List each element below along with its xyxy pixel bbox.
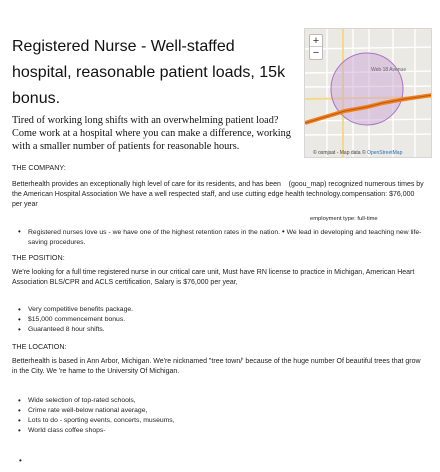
employment-type: employment type: full-time bbox=[310, 216, 378, 222]
company-description: Betterhealth provides an exceptionally high level of care for its residents, and has been (goou_map) recognized numerous times by the American Hospital Association We have a well respected staff, and use cutting edge health technology.compensation: $76,000 per year bbox=[12, 181, 424, 208]
zoom-in-button[interactable]: + bbox=[310, 35, 322, 47]
list-item: • Lots to do - sporting events, concerts, museums, bbox=[28, 416, 175, 426]
procedures-highlight: We lead in developing and teaching new life-saving procedures. bbox=[28, 229, 422, 246]
map-tiles bbox=[305, 29, 432, 158]
job-title: Registered Nurse - Well-staffed hospital, reasonable patient loads, 15k bonus. bbox=[12, 38, 286, 107]
position-benefits-list bbox=[28, 305, 133, 335]
stray-bullet: • bbox=[19, 456, 22, 465]
location-perks-list bbox=[28, 396, 175, 436]
radius-circle bbox=[331, 53, 403, 125]
openstreetmap-link[interactable]: OpenStreetMap bbox=[367, 150, 403, 156]
list-item: • Wide selection of top-rated schools, bbox=[28, 396, 175, 406]
list-item: • Crime rate well-below national average, bbox=[28, 406, 175, 416]
intro-paragraph: Tired of working long shifts with an overwhelming patient load? Come work at a hospital where you can make a difference, working with a smaller number of patients for reasonable hours. bbox=[12, 115, 291, 152]
retention-highlight: Registered nurses love us - we have one of the highest retention rates in the nation. bbox=[28, 229, 281, 236]
company-heading: THE COMPANY: bbox=[12, 163, 66, 172]
bullet-glyph: • bbox=[281, 227, 285, 236]
list-item: • Very competitive benefits package. bbox=[28, 305, 133, 315]
map-attribution bbox=[313, 150, 402, 156]
company-highlights bbox=[18, 227, 428, 248]
position-description: We're looking for a full time registered nurse in our critical care unit, Must have RN license to practice in Michigan, American Heart Association BLS/CPR and ACLS certification, Salary is $76,000 per year, bbox=[12, 269, 415, 286]
map-zoom-control bbox=[309, 34, 323, 60]
bullet-glyph: • bbox=[18, 227, 21, 236]
list-item: • World class coffee shops- bbox=[28, 426, 175, 436]
location-heading: THE LOCATION: bbox=[12, 342, 67, 351]
location-map[interactable] bbox=[304, 28, 432, 158]
position-heading: THE POSITION: bbox=[12, 253, 65, 262]
map-attribution-text: © osmjsat - Map data © bbox=[313, 150, 366, 156]
street-label: Web 18 Avenue bbox=[371, 67, 407, 73]
zoom-out-button[interactable]: − bbox=[312, 47, 320, 59]
list-item: • Guaranteed 8 hour shifts. bbox=[28, 325, 133, 335]
location-description: Betterhealth is based in Ann Arbor, Michigan. We're nicknamed "tree town/' because of the huge number Of beautiful trees that grow in the City. We 're hame to the University Of Michigan. bbox=[12, 358, 421, 375]
list-item: • $15,000 commencement bonus. bbox=[28, 315, 133, 325]
